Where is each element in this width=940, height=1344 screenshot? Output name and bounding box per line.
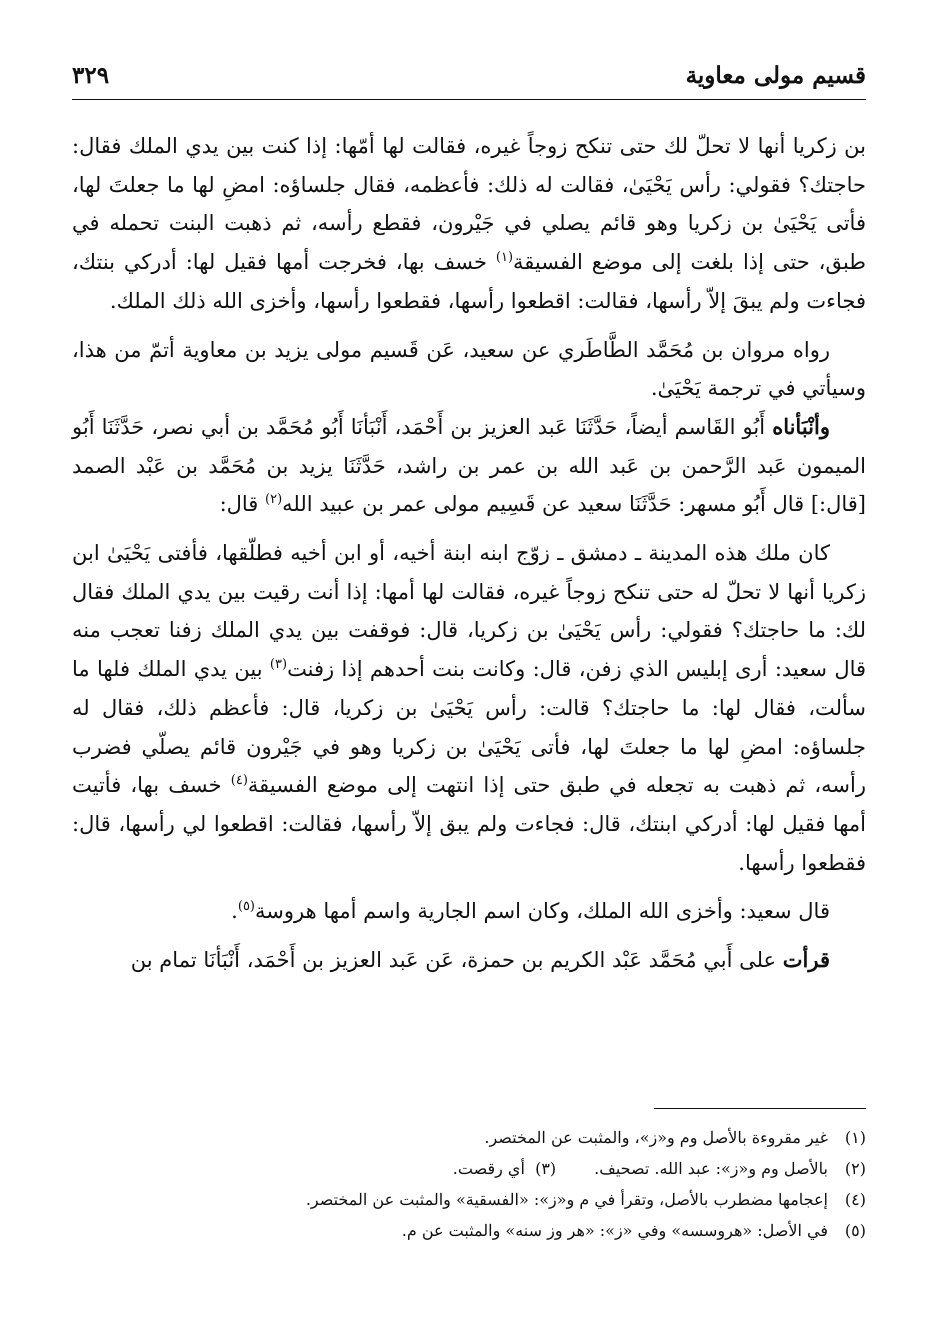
text-line: تحمله في طبق، حتى إذا بلغت إلى موضع الفسيقة	[72, 211, 867, 275]
text-line: قائم يصلّي فضرب رأسه، ثم ذهبت به تجعله في طبق حتى إذا انتهت إلى موضع الفسيقة	[72, 734, 866, 798]
paragraph-6	[72, 941, 866, 980]
text-line: قال سعيد: وأخزى الله الملك، وكان اسم الجارية واسم أمها هروسة	[255, 899, 830, 924]
text-line: الصمد [قال:] قال أَبُو مسهر: حَدَّثَنَا سعيد عن قَسِيم مولى عمر بن عبيد الله	[72, 453, 866, 517]
paragraph-4	[72, 534, 866, 882]
header-rule	[72, 99, 866, 100]
text-line: الملك فقال لك: ما حاجتك؟ فقولي: رأس يَحْيَىٰ بن زكريا، قال: فوقفت بين يدي الملك	[72, 579, 866, 643]
text-line: ذلك الملك.	[109, 288, 206, 313]
text-line: زفنا تعجب منه قال سعيد: أرى إبليس الذي زفن، قال: وكانت بنت أحدهم إذا زفنت	[72, 618, 867, 682]
paragraph-5	[72, 892, 866, 931]
footnote-ref: (٢)	[265, 492, 283, 508]
text-line: بين	[234, 657, 270, 682]
footnote-text: في الأصل: «هروسسه» وفي «ز»: «هر وز سنه» والمثبت عن م.	[401, 1221, 828, 1240]
text-line: أَبُو القَاسم أيضاً، حَدَّثَنَا عَبد العزيز بن أَحْمَد، أَنْبَأنَا أَبُو مُحَمَّد بن أبي نصر،	[151, 414, 773, 439]
footnote-ref: (٤)	[230, 773, 248, 789]
paragraph-3	[72, 408, 866, 524]
footnote-2	[72, 1153, 866, 1184]
footnote-number: (٤)	[844, 1190, 866, 1209]
footnote-number: (٣)	[535, 1159, 557, 1178]
text-line: فأعظم ذلك، فقال له جلساؤه: امضِ لها ما جعلتَ لها، فأتى يَحْيَىٰ بن زكريا وهو في جَيْرون	[72, 695, 866, 759]
text-line: اقطعوا لي رأسها، قال: فقطعوا رأسها.	[72, 811, 866, 875]
text-line: بن زكريا أنها لا تحلّ لك حتى تنكح زوجاً غيره، فقالت لها أمّها: إذا كنت بين يدي الملك	[128, 134, 866, 158]
text-line: جعلتَ لها، فأتى يَحْيَىٰ بن زكريا وهو قائم يصلي في جَيْرون، فقطع رأسه، ثم ذهبت البنت	[72, 172, 866, 236]
main-text	[72, 127, 866, 980]
footnote-ref: (٣)	[269, 657, 288, 673]
footnote-number: (٥)	[844, 1221, 866, 1240]
footnote-text: بالأصل وم و«ز»: عبد الله. تصحيف.	[594, 1159, 828, 1178]
footnote-text: غير مقروءة بالأصل وم و«ز»، والمثبت عن المختصر.	[484, 1128, 828, 1147]
page-number: ٣٢٩	[72, 62, 110, 89]
footnote-4	[72, 1184, 866, 1215]
footnotes	[72, 1122, 866, 1246]
footnote-text: إعجامها مضطرب بالأصل، وتقرأ في م و«ز»: «الفسقية» والمثبت عن المختصر.	[305, 1190, 828, 1209]
footnote-rule	[654, 1108, 866, 1109]
running-header	[72, 60, 866, 96]
footnote-text: أي رقصت.	[452, 1159, 525, 1178]
text-line: على أَبي مُحَمَّد عَبْد الكريم بن حمزة، عَن عَبد العزيز بن أَحْمَد، أَنْبَأنَا تمام بن	[130, 948, 783, 973]
paragraph-1	[72, 127, 866, 321]
text-line: .	[231, 899, 238, 924]
text-line: كان ملك هذه المدينة ـ دمشق ـ زوّج ابنه ابنة أخيه، أو ابن أخيه فطلّقها، فأفتى يَحْيَىٰ	[107, 541, 830, 566]
footnote-1	[72, 1122, 866, 1153]
text-line: قال:	[219, 492, 266, 517]
running-title: قسيم مولى معاوية	[685, 62, 866, 89]
text-line: فقال: حاجتك؟ فقولي: رأس يَحْيَىٰ، فقالت له ذلك: فأعظمه، فقال جلساؤه: امضِ لها ما	[72, 134, 866, 197]
paragraph-lead-word: وأنْبَأناه	[772, 413, 830, 439]
footnote-number: (١)	[844, 1128, 866, 1147]
footnote-ref: (١)	[495, 250, 514, 266]
text-line: رواه مروان بن مُحَمَّد الطَّاطَري عن سعيد، عَن قَسيم مولى يزيد بن معاوية أتمّ من	[114, 337, 830, 362]
footnote-ref: (٥)	[237, 899, 255, 915]
footnote-5	[72, 1215, 866, 1246]
text-line: هذا، وسيأتي في ترجمة يَحْيَىٰ.	[72, 337, 866, 401]
footnote-number: (٢)	[844, 1159, 866, 1178]
text-line: أدركي بنتك، فجاءت ولم يبقَ إلاّ رأسها، فقالت: اقطعوا رأسها، فقطعوا رأسها، وأخزى الله	[72, 250, 866, 313]
text-line: خسف بها، فخرجت أمها فقيل لها:	[185, 250, 496, 275]
text-line: يدي الملك فلها ما سألت، فقال لها: ما حاجتك؟ قالت: رأس يَحْيَىٰ بن زكريا، قال:	[72, 657, 866, 720]
text-line: حَدَّثَنَا أَبُو الميمون عَبد الرَّحمن بن عَبد الله بن عمر بن راشد، حَدَّثَنَا يزيد بن مُحَمَّد بن عَبْد	[72, 414, 866, 478]
paragraph-lead-word: قرأت	[782, 947, 830, 973]
text-line: خسف بها، فأتيت أمها فقيل لها: أدركي ابنتك، قال: فجاءت ولم يبق إلاّ رأسها، فقالت:	[72, 773, 866, 836]
text-line: ابن زكريا أنها لا تحلّ له حتى تنكح زوجاً غيره، فقالت لها أمها: إذا أنت رقيت بين يدي	[72, 541, 866, 604]
paragraph-2	[72, 331, 866, 408]
